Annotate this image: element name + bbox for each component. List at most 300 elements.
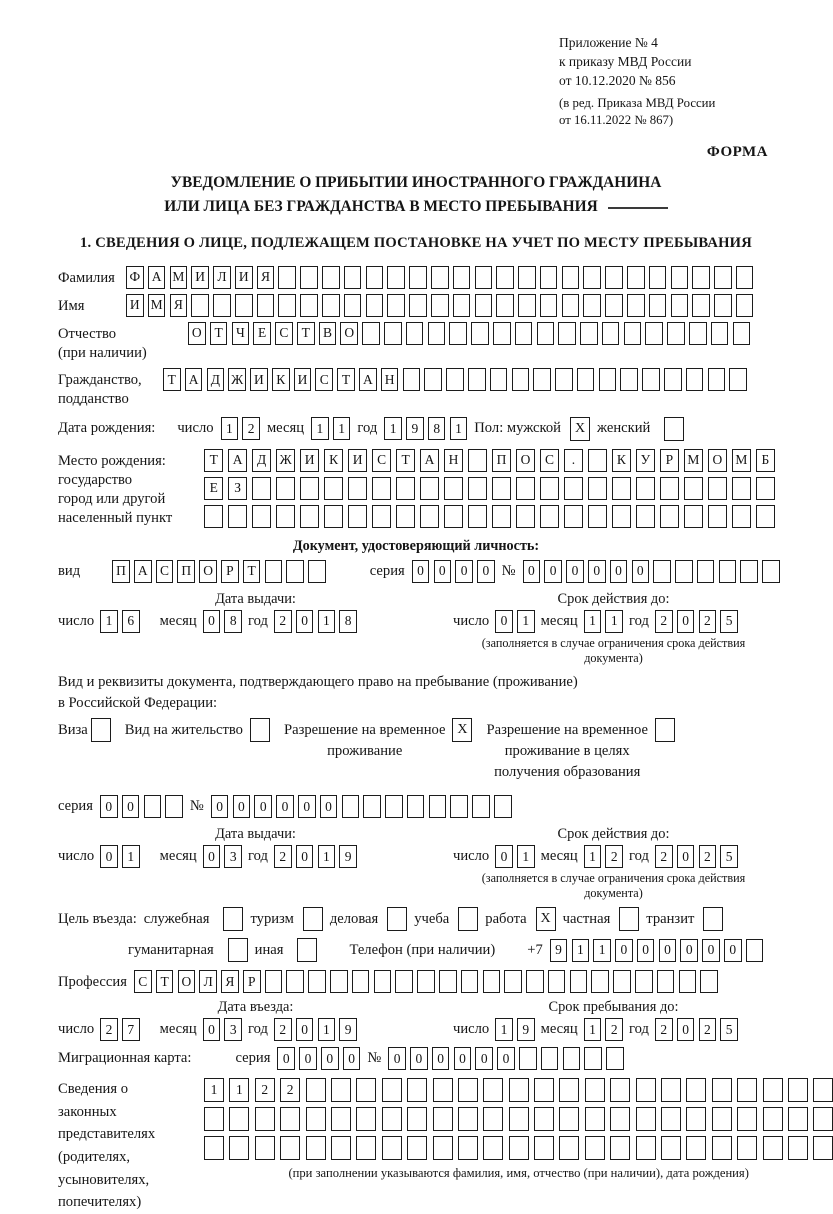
char-cell[interactable] — [610, 1078, 630, 1102]
char-cell[interactable] — [468, 449, 487, 472]
char-cell[interactable] — [788, 1078, 808, 1102]
char-cell[interactable] — [580, 322, 598, 345]
char-cell[interactable]: Я — [170, 294, 188, 317]
char-cell[interactable]: Е — [253, 322, 271, 345]
char-cell[interactable] — [286, 560, 304, 583]
char-cell[interactable] — [348, 477, 367, 500]
char-cell[interactable] — [636, 1136, 656, 1160]
char-cell[interactable]: С — [134, 970, 152, 993]
char-cell[interactable]: 3 — [224, 845, 242, 868]
char-cell[interactable] — [675, 560, 693, 583]
char-cell[interactable] — [541, 1047, 559, 1070]
char-cell[interactable]: 3 — [224, 1018, 242, 1041]
char-cell[interactable] — [144, 795, 162, 818]
char-cell[interactable] — [649, 294, 667, 317]
char-cell[interactable] — [737, 1136, 757, 1160]
char-cell[interactable] — [356, 1136, 376, 1160]
char-cell[interactable] — [635, 970, 653, 993]
char-cell[interactable]: А — [134, 560, 152, 583]
char-cell[interactable] — [409, 266, 427, 289]
char-cell[interactable] — [306, 1107, 326, 1131]
char-cell[interactable]: 2 — [655, 1018, 673, 1041]
char-cell[interactable]: Т — [163, 368, 181, 391]
char-cell[interactable]: И — [126, 294, 144, 317]
char-cell[interactable] — [458, 1107, 478, 1131]
char-cell[interactable] — [534, 1107, 554, 1131]
char-cell[interactable] — [384, 322, 402, 345]
char-cell[interactable]: О — [199, 560, 217, 583]
char-cell[interactable] — [645, 322, 663, 345]
char-cell[interactable] — [613, 970, 631, 993]
char-cell[interactable]: 1 — [572, 939, 590, 962]
char-cell[interactable] — [612, 505, 631, 528]
male-checkbox[interactable]: X — [570, 417, 590, 441]
char-cell[interactable] — [512, 368, 530, 391]
char-cell[interactable] — [636, 1078, 656, 1102]
char-cell[interactable]: Д — [207, 368, 225, 391]
char-cell[interactable] — [344, 294, 362, 317]
char-cell[interactable] — [813, 1078, 833, 1102]
char-cell[interactable]: С — [156, 560, 174, 583]
char-cell[interactable]: И — [300, 449, 319, 472]
char-cell[interactable]: 2 — [242, 417, 260, 440]
char-cell[interactable] — [558, 322, 576, 345]
char-cell[interactable] — [213, 294, 231, 317]
char-cell[interactable] — [322, 294, 340, 317]
char-cell[interactable] — [483, 1078, 503, 1102]
char-cell[interactable] — [483, 970, 501, 993]
char-cell[interactable] — [515, 322, 533, 345]
char-cell[interactable]: . — [564, 449, 583, 472]
char-cell[interactable]: Д — [252, 449, 271, 472]
char-cell[interactable]: 1 — [122, 845, 140, 868]
char-cell[interactable] — [518, 266, 536, 289]
char-cell[interactable]: Т — [396, 449, 415, 472]
char-cell[interactable] — [331, 1078, 351, 1102]
char-cell[interactable]: С — [275, 322, 293, 345]
char-cell[interactable] — [540, 266, 558, 289]
char-cell[interactable] — [518, 294, 536, 317]
char-cell[interactable] — [516, 477, 535, 500]
char-cell[interactable]: Я — [257, 266, 275, 289]
char-cell[interactable]: 2 — [699, 1018, 717, 1041]
char-cell[interactable]: 1 — [311, 417, 329, 440]
char-cell[interactable] — [306, 1078, 326, 1102]
char-cell[interactable]: Е — [204, 477, 223, 500]
char-cell[interactable]: 0 — [296, 845, 314, 868]
char-cell[interactable] — [606, 1047, 624, 1070]
char-cell[interactable]: П — [112, 560, 130, 583]
char-cell[interactable] — [526, 970, 544, 993]
char-cell[interactable] — [407, 1078, 427, 1102]
char-cell[interactable] — [605, 266, 623, 289]
char-cell[interactable] — [509, 1136, 529, 1160]
char-cell[interactable]: 0 — [495, 845, 513, 868]
char-cell[interactable] — [627, 294, 645, 317]
char-cell[interactable] — [278, 266, 296, 289]
female-checkbox[interactable] — [664, 417, 684, 441]
char-cell[interactable] — [265, 970, 283, 993]
char-cell[interactable] — [331, 1107, 351, 1131]
char-cell[interactable]: 5 — [720, 1018, 738, 1041]
char-cell[interactable]: 1 — [318, 1018, 336, 1041]
char-cell[interactable] — [403, 368, 421, 391]
char-cell[interactable] — [255, 1107, 275, 1131]
char-cell[interactable]: 8 — [428, 417, 446, 440]
char-cell[interactable] — [483, 1107, 503, 1131]
char-cell[interactable] — [449, 322, 467, 345]
char-cell[interactable] — [562, 294, 580, 317]
char-cell[interactable] — [356, 1078, 376, 1102]
char-cell[interactable] — [458, 1136, 478, 1160]
char-cell[interactable] — [429, 795, 447, 818]
char-cell[interactable]: 0 — [277, 1047, 295, 1070]
char-cell[interactable]: 0 — [434, 560, 452, 583]
char-cell[interactable] — [570, 970, 588, 993]
char-cell[interactable] — [667, 322, 685, 345]
char-cell[interactable] — [813, 1136, 833, 1160]
char-cell[interactable] — [407, 1107, 427, 1131]
char-cell[interactable] — [396, 505, 415, 528]
char-cell[interactable]: 2 — [274, 845, 292, 868]
char-cell[interactable] — [286, 970, 304, 993]
char-cell[interactable] — [300, 477, 319, 500]
char-cell[interactable] — [661, 1107, 681, 1131]
char-cell[interactable]: 1 — [605, 610, 623, 633]
char-cell[interactable]: 0 — [100, 795, 118, 818]
visa-checkbox[interactable] — [91, 718, 111, 742]
char-cell[interactable]: П — [177, 560, 195, 583]
char-cell[interactable]: 9 — [339, 845, 357, 868]
char-cell[interactable] — [684, 505, 703, 528]
char-cell[interactable] — [362, 322, 380, 345]
purpose-private-checkbox[interactable] — [619, 907, 639, 931]
char-cell[interactable]: С — [540, 449, 559, 472]
char-cell[interactable] — [492, 505, 511, 528]
char-cell[interactable] — [534, 1078, 554, 1102]
char-cell[interactable]: И — [191, 266, 209, 289]
char-cell[interactable] — [483, 1136, 503, 1160]
char-cell[interactable]: 0 — [588, 560, 606, 583]
char-cell[interactable] — [433, 1078, 453, 1102]
char-cell[interactable] — [605, 294, 623, 317]
char-cell[interactable]: А — [185, 368, 203, 391]
char-cell[interactable]: П — [492, 449, 511, 472]
char-cell[interactable] — [490, 368, 508, 391]
char-cell[interactable]: 2 — [280, 1078, 300, 1102]
char-cell[interactable] — [252, 505, 271, 528]
char-cell[interactable]: 8 — [224, 610, 242, 633]
char-cell[interactable]: 1 — [495, 1018, 513, 1041]
char-cell[interactable]: 0 — [203, 1018, 221, 1041]
char-cell[interactable] — [679, 970, 697, 993]
char-cell[interactable] — [540, 505, 559, 528]
char-cell[interactable] — [475, 266, 493, 289]
char-cell[interactable] — [407, 795, 425, 818]
char-cell[interactable]: 9 — [517, 1018, 535, 1041]
char-cell[interactable] — [762, 560, 780, 583]
char-cell[interactable] — [813, 1107, 833, 1131]
char-cell[interactable]: 0 — [680, 939, 698, 962]
char-cell[interactable]: 1 — [584, 845, 602, 868]
char-cell[interactable]: К — [612, 449, 631, 472]
char-cell[interactable]: Т — [337, 368, 355, 391]
char-cell[interactable] — [363, 795, 381, 818]
char-cell[interactable] — [636, 505, 655, 528]
char-cell[interactable] — [788, 1107, 808, 1131]
char-cell[interactable]: Т — [210, 322, 228, 345]
char-cell[interactable] — [409, 294, 427, 317]
char-cell[interactable] — [671, 294, 689, 317]
char-cell[interactable]: 1 — [584, 610, 602, 633]
char-cell[interactable] — [257, 294, 275, 317]
char-cell[interactable] — [583, 266, 601, 289]
purpose-study-checkbox[interactable] — [458, 907, 478, 931]
char-cell[interactable] — [588, 505, 607, 528]
char-cell[interactable]: Т — [204, 449, 223, 472]
char-cell[interactable]: И — [348, 449, 367, 472]
char-cell[interactable]: 0 — [203, 845, 221, 868]
char-cell[interactable] — [585, 1136, 605, 1160]
char-cell[interactable] — [591, 970, 609, 993]
char-cell[interactable] — [255, 1136, 275, 1160]
char-cell[interactable] — [599, 368, 617, 391]
char-cell[interactable] — [504, 970, 522, 993]
char-cell[interactable]: 0 — [677, 610, 695, 633]
char-cell[interactable] — [729, 368, 747, 391]
char-cell[interactable]: 0 — [412, 560, 430, 583]
char-cell[interactable] — [533, 368, 551, 391]
char-cell[interactable]: С — [315, 368, 333, 391]
char-cell[interactable]: Ф — [126, 266, 144, 289]
char-cell[interactable] — [204, 1107, 224, 1131]
char-cell[interactable] — [664, 368, 682, 391]
char-cell[interactable]: 1 — [450, 417, 468, 440]
char-cell[interactable]: 1 — [318, 845, 336, 868]
char-cell[interactable] — [472, 795, 490, 818]
char-cell[interactable]: О — [708, 449, 727, 472]
char-cell[interactable]: 0 — [343, 1047, 361, 1070]
char-cell[interactable] — [712, 1107, 732, 1131]
char-cell[interactable] — [461, 970, 479, 993]
char-cell[interactable] — [548, 970, 566, 993]
char-cell[interactable]: 0 — [454, 1047, 472, 1070]
char-cell[interactable] — [519, 1047, 537, 1070]
char-cell[interactable]: Н — [381, 368, 399, 391]
char-cell[interactable]: 1 — [517, 845, 535, 868]
char-cell[interactable] — [788, 1136, 808, 1160]
char-cell[interactable]: 2 — [274, 1018, 292, 1041]
char-cell[interactable] — [387, 266, 405, 289]
char-cell[interactable]: 6 — [122, 610, 140, 633]
char-cell[interactable] — [330, 970, 348, 993]
char-cell[interactable]: 0 — [410, 1047, 428, 1070]
char-cell[interactable]: 0 — [321, 1047, 339, 1070]
char-cell[interactable] — [516, 505, 535, 528]
char-cell[interactable] — [280, 1107, 300, 1131]
char-cell[interactable]: 1 — [229, 1078, 249, 1102]
char-cell[interactable]: 9 — [339, 1018, 357, 1041]
char-cell[interactable]: О — [188, 322, 206, 345]
char-cell[interactable]: Л — [213, 266, 231, 289]
char-cell[interactable] — [661, 1078, 681, 1102]
char-cell[interactable] — [712, 1078, 732, 1102]
char-cell[interactable]: В — [319, 322, 337, 345]
char-cell[interactable] — [737, 1107, 757, 1131]
char-cell[interactable] — [276, 505, 295, 528]
char-cell[interactable] — [385, 795, 403, 818]
purpose-transit-checkbox[interactable] — [703, 907, 723, 931]
char-cell[interactable]: 2 — [699, 610, 717, 633]
char-cell[interactable] — [636, 477, 655, 500]
char-cell[interactable]: К — [272, 368, 290, 391]
char-cell[interactable] — [428, 322, 446, 345]
char-cell[interactable] — [280, 1136, 300, 1160]
char-cell[interactable] — [563, 1047, 581, 1070]
char-cell[interactable]: 1 — [593, 939, 611, 962]
char-cell[interactable] — [612, 477, 631, 500]
char-cell[interactable]: Я — [221, 970, 239, 993]
char-cell[interactable] — [395, 970, 413, 993]
char-cell[interactable] — [671, 266, 689, 289]
char-cell[interactable] — [756, 477, 775, 500]
char-cell[interactable] — [714, 294, 732, 317]
char-cell[interactable]: 0 — [233, 795, 251, 818]
char-cell[interactable] — [756, 505, 775, 528]
char-cell[interactable] — [204, 1136, 224, 1160]
char-cell[interactable]: 0 — [296, 1018, 314, 1041]
char-cell[interactable] — [308, 560, 326, 583]
char-cell[interactable] — [324, 505, 343, 528]
char-cell[interactable] — [439, 970, 457, 993]
char-cell[interactable] — [763, 1107, 783, 1131]
char-cell[interactable]: А — [228, 449, 247, 472]
char-cell[interactable] — [468, 477, 487, 500]
char-cell[interactable]: 2 — [605, 845, 623, 868]
char-cell[interactable] — [692, 294, 710, 317]
char-cell[interactable] — [564, 477, 583, 500]
char-cell[interactable]: 8 — [339, 610, 357, 633]
char-cell[interactable]: И — [294, 368, 312, 391]
char-cell[interactable] — [624, 322, 642, 345]
char-cell[interactable]: Ж — [228, 368, 246, 391]
char-cell[interactable] — [420, 505, 439, 528]
char-cell[interactable] — [493, 322, 511, 345]
char-cell[interactable]: Ж — [276, 449, 295, 472]
char-cell[interactable] — [732, 505, 751, 528]
char-cell[interactable] — [494, 795, 512, 818]
char-cell[interactable]: 1 — [100, 610, 118, 633]
char-cell[interactable]: 2 — [699, 845, 717, 868]
char-cell[interactable] — [583, 294, 601, 317]
char-cell[interactable]: К — [324, 449, 343, 472]
char-cell[interactable] — [342, 795, 360, 818]
char-cell[interactable] — [278, 294, 296, 317]
char-cell[interactable] — [308, 970, 326, 993]
char-cell[interactable]: 2 — [655, 845, 673, 868]
char-cell[interactable]: 9 — [550, 939, 568, 962]
char-cell[interactable]: 0 — [122, 795, 140, 818]
char-cell[interactable] — [602, 322, 620, 345]
char-cell[interactable] — [228, 505, 247, 528]
char-cell[interactable]: 2 — [255, 1078, 275, 1102]
char-cell[interactable]: 0 — [544, 560, 562, 583]
char-cell[interactable] — [165, 795, 183, 818]
char-cell[interactable] — [344, 266, 362, 289]
char-cell[interactable] — [433, 1136, 453, 1160]
char-cell[interactable] — [686, 1107, 706, 1131]
purpose-tourism-checkbox[interactable] — [303, 907, 323, 931]
char-cell[interactable] — [431, 294, 449, 317]
char-cell[interactable] — [585, 1078, 605, 1102]
char-cell[interactable] — [732, 477, 751, 500]
char-cell[interactable] — [711, 322, 729, 345]
char-cell[interactable]: И — [250, 368, 268, 391]
char-cell[interactable] — [736, 266, 754, 289]
char-cell[interactable] — [649, 266, 667, 289]
char-cell[interactable]: Т — [297, 322, 315, 345]
char-cell[interactable] — [433, 1107, 453, 1131]
char-cell[interactable] — [252, 477, 271, 500]
char-cell[interactable]: М — [732, 449, 751, 472]
temp-residence-edu-checkbox[interactable] — [655, 718, 675, 742]
char-cell[interactable]: И — [235, 266, 253, 289]
char-cell[interactable] — [324, 477, 343, 500]
char-cell[interactable] — [406, 322, 424, 345]
char-cell[interactable] — [660, 477, 679, 500]
char-cell[interactable] — [763, 1136, 783, 1160]
char-cell[interactable] — [450, 795, 468, 818]
char-cell[interactable]: 0 — [320, 795, 338, 818]
char-cell[interactable]: 1 — [333, 417, 351, 440]
char-cell[interactable] — [191, 294, 209, 317]
char-cell[interactable]: 0 — [610, 560, 628, 583]
char-cell[interactable]: 0 — [299, 1047, 317, 1070]
char-cell[interactable] — [235, 294, 253, 317]
char-cell[interactable]: С — [372, 449, 391, 472]
char-cell[interactable]: 2 — [274, 610, 292, 633]
char-cell[interactable]: А — [359, 368, 377, 391]
char-cell[interactable] — [204, 505, 223, 528]
char-cell[interactable]: А — [420, 449, 439, 472]
char-cell[interactable]: 0 — [296, 610, 314, 633]
char-cell[interactable] — [712, 1136, 732, 1160]
char-cell[interactable] — [382, 1078, 402, 1102]
char-cell[interactable] — [356, 1107, 376, 1131]
char-cell[interactable] — [733, 322, 751, 345]
char-cell[interactable] — [689, 322, 707, 345]
char-cell[interactable] — [692, 266, 710, 289]
char-cell[interactable] — [446, 368, 464, 391]
char-cell[interactable] — [471, 322, 489, 345]
char-cell[interactable] — [610, 1107, 630, 1131]
char-cell[interactable] — [620, 368, 638, 391]
char-cell[interactable]: 9 — [406, 417, 424, 440]
char-cell[interactable] — [331, 1136, 351, 1160]
char-cell[interactable]: О — [516, 449, 535, 472]
char-cell[interactable] — [610, 1136, 630, 1160]
char-cell[interactable] — [444, 505, 463, 528]
char-cell[interactable]: 0 — [477, 560, 495, 583]
char-cell[interactable]: 1 — [318, 610, 336, 633]
char-cell[interactable]: 2 — [100, 1018, 118, 1041]
char-cell[interactable]: 0 — [659, 939, 677, 962]
char-cell[interactable] — [686, 1136, 706, 1160]
char-cell[interactable] — [306, 1136, 326, 1160]
char-cell[interactable] — [627, 266, 645, 289]
char-cell[interactable]: У — [636, 449, 655, 472]
char-cell[interactable]: 0 — [276, 795, 294, 818]
